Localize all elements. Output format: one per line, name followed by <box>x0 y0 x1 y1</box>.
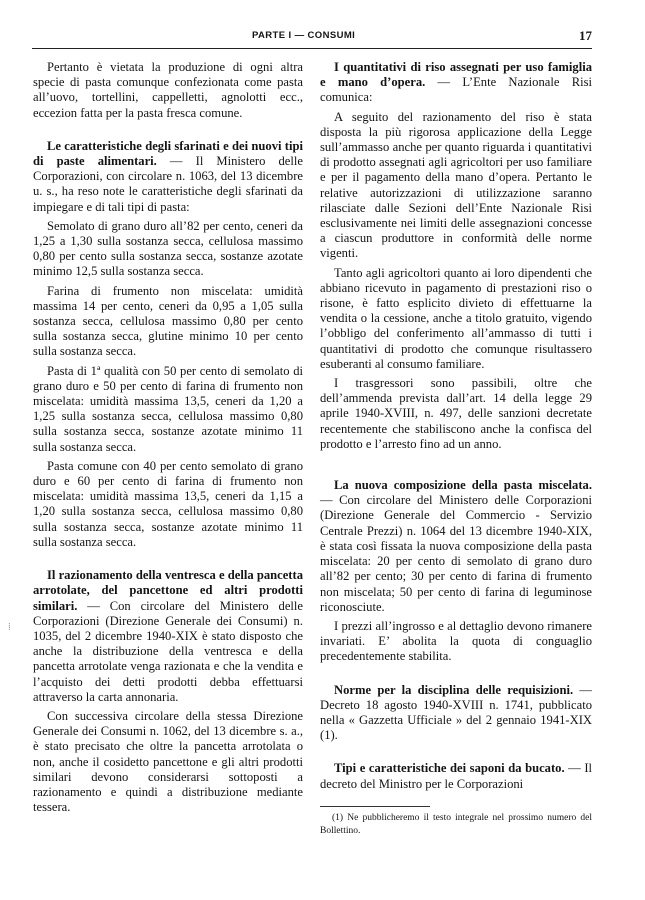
page-number: 17 <box>579 28 592 43</box>
section-heading: Tipi e caratteristiche dei saponi da bucato. <box>334 761 565 776</box>
paragraph-text: — L’Ente Nazionale Risi comunica: <box>320 75 592 105</box>
paragraph: I trasgressori sono passibili, oltre che dell’ammenda prevista dall’art. 14 della legge 29 aprile 1940-XVIII, n. 497, delle sanzioni decretate recentemente che stabiliscono anche la confisca del prodotto e l’arresto fino ad un anno. <box>320 376 592 451</box>
paragraph: Con successiva circolare della stessa Direzione Generale dei Consumi n. 1062, del 13 dicembre s. a., è stato precisato che oltre la pancetta arrotolata o non, anche il cosidetto pancettone e gli altri prodotti similari devono considerarsi sottoposti a razionamento e quindi a distribuzione mediante tessera. <box>33 708 303 815</box>
margin-mark-icon: ⁞ <box>8 622 11 633</box>
section-sfarinati <box>33 139 303 215</box>
paragraph-text: — Il decreto del Ministro per le Corporazioni <box>320 761 593 791</box>
section-heading: La nuova composizione della pasta miscelata. <box>334 478 592 493</box>
section-heading: Il razionamento della ventresca e della pancetta arrotolate, del pancettone ed altri prodotti similari. <box>33 568 303 613</box>
paragraph: Pasta di 1ª qualità con 50 per cento di semolato di grano duro e 50 per cento di farina di frumento non miscelata: umidità massima 13,5, ceneri da 1,20 a 1,25 sulla sostanza secca, cellulosa massimo 0,80 sulla sostanza secca, sostanze azotate minimo 11 sulla sostanza secca. <box>33 363 303 454</box>
section-riso <box>320 60 592 106</box>
paragraph-text: — Con circolare del Ministero delle Corporazioni (Direzione Generale del Commercio - Servizio Centrale Prezzi) n. 1064 del 13 dicembre 1940-XIX, è stata così fissata la nuova composizione della pasta miscelata: 20 per cento di semolato di grano duro all’82 per cento; 30 per cento di farina di frumento non miscelata; 50 per cento di farina di leguminose riconosciute. <box>320 493 592 614</box>
footnote-rule <box>320 806 430 807</box>
paragraph: Pasta comune con 40 per cento semolato di grano duro e 60 per cento di farina di frumento non miscelata: umidità massima 13,5, ceneri da 1,15 a 1,20 sulla sostanza secca, cellulosa massimo 0,80 sulla sostanza secca, sostanze azotate minimo 11 sulla sostanza secca. <box>33 458 303 549</box>
header-title: PARTE I — CONSUMI <box>252 30 356 41</box>
paragraph-text: — Con circolare del Ministero delle Corporazioni (Direzione Generale dei Consumi) n. 1035, del 2 dicembre 1940-XIX è stato disposto che anche la distribuzione della ventresca e della pancetta arrotolate venga razionata e che la vendita e l’acquisto dei detti prodotti debba effettuarsi attraverso la carta annonaria. <box>33 598 303 704</box>
paragraph: Farina di frumento non miscelata: umidità massima 14 per cento, ceneri da 0,95 a 1,05 sulla sostanza secca, cellulosa massimo 0,80 per cento sulla sostanza secca, glutine minimo 10 per cento sulla sostanza secca. <box>33 283 303 359</box>
footnote: (1) Ne pubblicheremo il testo integrale nel prossimo numero del Bollettino. <box>320 813 592 836</box>
paragraph: A seguito del razionamento del riso è stata disposta la più rigorosa applicazione della Legge sull’ammasso anche per quanto riguarda i quantitativi di prodotto assegnati agli agricoltori per uso familiare e per il pagamento della mano d’opera. Pertanto le relative autorizzazioni di utilizzazione saranno rilasciate dalle Sezioni dell’Ente Nazionale Risi esclusivamente nei limiti delle assegnazioni concesse a ciascun produttore in conformità delle norme vigenti. <box>320 109 592 261</box>
paragraph: Pertanto è vietata la produzione di ogni altra specie di pasta comunque confezionata come pasta all’uovo, tortellini, cappelletti, agnolotti ecc., eccezion fatta per la pasta fresca comune. <box>33 60 303 120</box>
left-column <box>33 60 303 819</box>
paragraph: Semolato di grano duro all’82 per cento, ceneri da 1,25 a 1,30 sulla sostanza secca, cellulosa massimo 0,80 per cento sulla sostanza secca, sostanze azotate minimo 12,5 sulla sostanza secca. <box>33 218 303 279</box>
header-rule <box>32 48 592 49</box>
section-heading: Le caratteristiche degli sfarinati e dei nuovi tipi di paste alimentari. <box>33 138 303 169</box>
paragraph-text: — Decreto 18 agosto 1940-XVIII n. 1741, pubblicato nella « Gazzetta Ufficiale » del 2 gennaio 1941-XIX (1). <box>320 682 592 743</box>
paragraph: I prezzi all’ingrosso e al dettaglio devono rimanere invariati. E’ abolita la quota di conguaglio precedentemente stabilita. <box>320 618 592 664</box>
section-ventresca <box>33 568 303 705</box>
section-pasta-miscelata <box>320 478 592 615</box>
section-heading: I quantitativi di riso assegnati per uso famiglia e mano d’opera. <box>320 60 592 90</box>
running-header <box>32 28 592 46</box>
paragraph: Tanto agli agricoltori quanto ai loro dipendenti che abbiano ricevuto in pagamento di prestazioni riso o risone, è fatto esplicito divieto di effettuarne la vendita o la cessione, anche a titolo gratuito, vigendo l’obbligo del conferimento all’ammasso di tutti i quantitativi di prodotto che comunque risultassero esuberanti al consumo familiare. <box>320 265 592 371</box>
right-column <box>320 60 592 796</box>
section-requisizioni <box>320 683 592 744</box>
section-saponi <box>320 761 592 791</box>
section-heading: Norme per la disciplina delle requisizioni. <box>334 682 574 697</box>
paragraph-text: — Il Ministero delle Corporazioni, con circolare n. 1063, del 13 dicembre u. s., ha reso note le caratteristiche degli sfarinati da impiegare e di tali tipi di pasta: <box>33 154 303 214</box>
